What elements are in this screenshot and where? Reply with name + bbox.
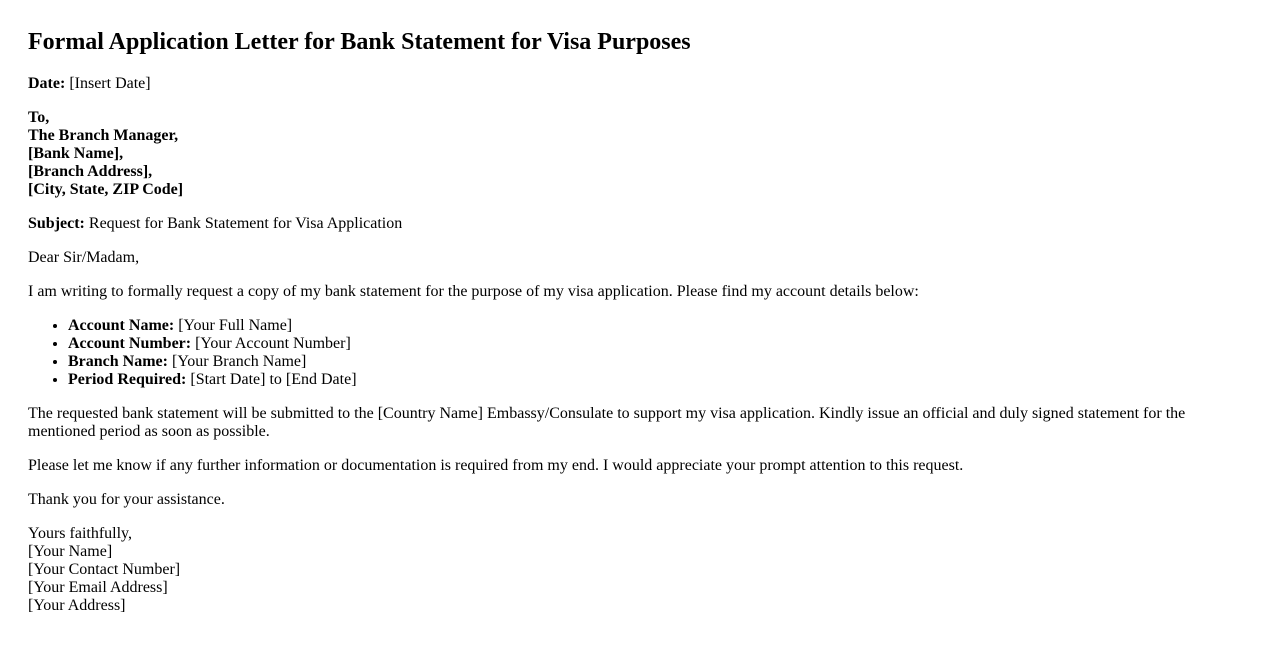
closing-sign-off: Yours faithfully, bbox=[28, 525, 133, 542]
followup-paragraph: Please let me know if any further information or documentation is required from my end. I would appreciate your prompt attention to this request. bbox=[28, 457, 964, 474]
closing-address: [Your Address] bbox=[28, 597, 126, 614]
closing-name: [Your Name] bbox=[28, 543, 113, 560]
list-item bbox=[68, 335, 1218, 353]
closing-block bbox=[28, 525, 1218, 615]
recipient-manager: The Branch Manager, bbox=[28, 127, 179, 144]
closing-email: [Your Email Address] bbox=[28, 579, 168, 596]
date-label: Date: bbox=[28, 75, 66, 92]
subject-line bbox=[28, 215, 1218, 233]
list-item bbox=[68, 317, 1218, 335]
date-value: [Insert Date] bbox=[69, 75, 151, 92]
thanks-line: Thank you for your assistance. bbox=[28, 491, 225, 508]
recipient-block bbox=[28, 109, 1218, 199]
detail-label: Branch Name: bbox=[68, 353, 168, 370]
recipient-to: To, bbox=[28, 109, 50, 126]
detail-value: [Your Full Name] bbox=[178, 317, 293, 334]
embassy-paragraph: The requested bank statement will be submitted to the [Country Name] Embassy/Consulate to support my visa application. Kindly issue an official and duly signed statement for the mentioned period as soon as possible. bbox=[28, 405, 1186, 440]
account-details bbox=[28, 317, 1218, 389]
detail-value: [Your Account Number] bbox=[195, 335, 351, 352]
recipient-bank-name: [Bank Name], bbox=[28, 145, 124, 162]
detail-label: Period Required: bbox=[68, 371, 187, 388]
letter-title: Formal Application Letter for Bank Statement for Visa Purposes bbox=[28, 29, 691, 55]
closing-contact: [Your Contact Number] bbox=[28, 561, 181, 578]
list-item bbox=[68, 353, 1218, 371]
list-item bbox=[68, 371, 1218, 389]
date-line bbox=[28, 75, 1218, 93]
intro-paragraph: I am writing to formally request a copy of my bank statement for the purpose of my visa application. Please find my account details below: bbox=[28, 283, 919, 300]
detail-label: Account Number: bbox=[68, 335, 192, 352]
salutation: Dear Sir/Madam, bbox=[28, 249, 140, 266]
detail-label: Account Name: bbox=[68, 317, 175, 334]
detail-value: [Your Branch Name] bbox=[171, 353, 307, 370]
recipient-branch-address: [Branch Address], bbox=[28, 163, 153, 180]
subject-value: Request for Bank Statement for Visa Application bbox=[88, 215, 403, 232]
recipient-city-state-zip: [City, State, ZIP Code] bbox=[28, 181, 184, 198]
detail-value: [Start Date] to [End Date] bbox=[190, 371, 357, 388]
subject-label: Subject: bbox=[28, 215, 85, 232]
account-details-list bbox=[28, 317, 1218, 389]
